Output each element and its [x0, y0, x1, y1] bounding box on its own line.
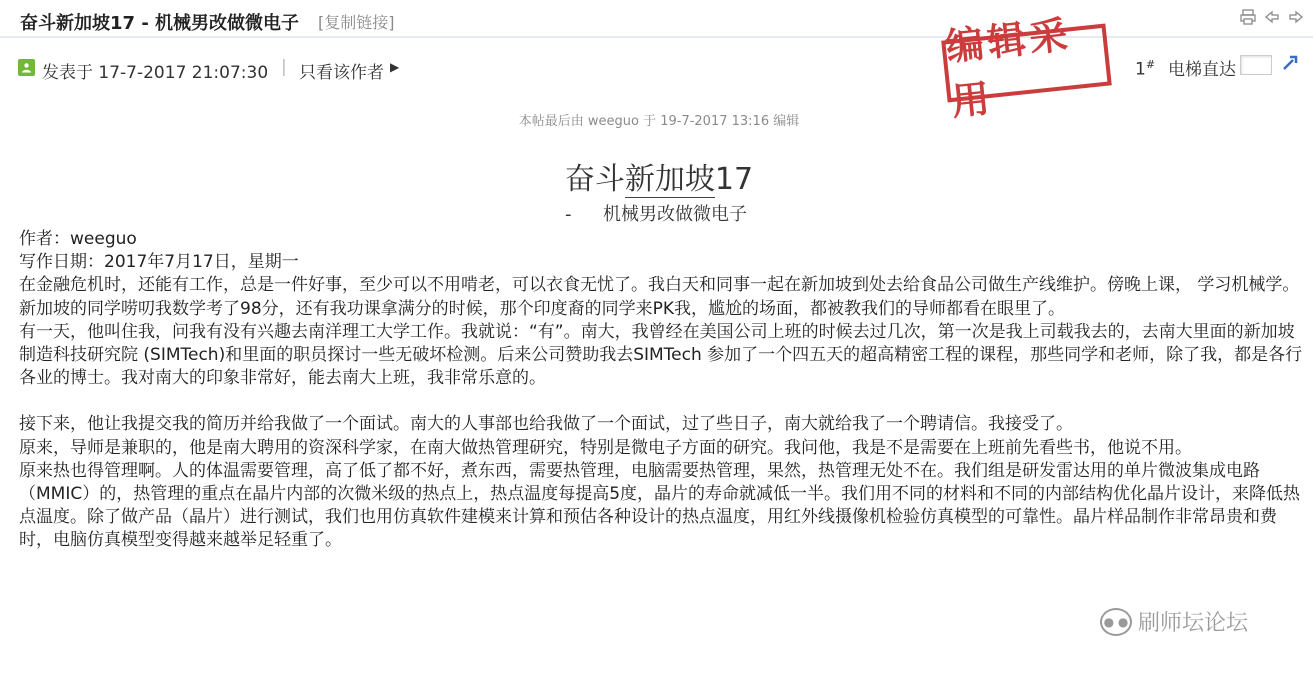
elevator-input[interactable] — [1240, 55, 1272, 75]
thread-title: 奋斗新加坡17 - 机械男改做微电子 — [20, 13, 300, 34]
wechat-icon: ● ● — [1100, 608, 1132, 636]
next-thread-icon[interactable] — [1287, 8, 1305, 26]
author-line: 作者：weeguo — [19, 229, 137, 249]
thread-header — [0, 0, 1313, 38]
watermark-text: 刷师坛论坛 — [1138, 611, 1249, 636]
paragraph: 原来，导师是兼职的，他是南大聘用的资深科学家，在南大做热管理研究，特别是微电子方面的研究。我问他，我是不是需要在上班前先看些书，他说不用。 — [19, 437, 1192, 458]
paragraph: 有一天，他叫住我，问我有没有兴趣去南洋理工大学工作。我就说：“有”。南大，我曾经在美国公司上班的时候去过几次，第一次是我上司载我去的，去南大里面的新加坡制造科技研究院 (SIMTech)和里面的职员探讨一些无破坏检测。后来公司赞助我去SIMTech 参加了一个四五天的超高精密工程的课程，那些同学和老师，除了我，都是各行各业的博士。我对南大的印象非常好，能去南大上班，我非常乐意的。 — [19, 321, 1303, 389]
copy-link[interactable]: [复制链接] — [318, 13, 395, 32]
paragraph: 在金融危机时，还能有工作，总是一件好事，至少可以不用啃老，可以衣食无忧了。我白天和同事一起在新加坡到处去给食品公司做生产线维护。傍晚上课， 学习机械学。 — [19, 275, 1300, 296]
subtitle-text: 机械男改做微电子 — [603, 204, 747, 225]
title-part: 奋斗 — [564, 162, 625, 197]
date-line: 写作日期：2017年7月17日，星期一 — [19, 252, 299, 273]
paragraph: 新加坡的同学唠叨我数学考了98分，还有我功课拿满分的时候，那个印度裔的同学来PK我，尴尬的场面，都被教我们的导师都看在眼里了。 — [19, 298, 1066, 319]
paragraph: 接下来，他让我提交我的简历并给我做了一个面试。南大的人事部也给我做了一个面试，过了些日子，南大就给我了一个聘请信。我接受了。 — [19, 414, 1073, 435]
floor-number — [1135, 58, 1155, 80]
prev-thread-icon[interactable] — [1263, 8, 1281, 26]
print-icon[interactable] — [1239, 8, 1257, 26]
subtitle-dash: - — [565, 204, 572, 225]
paragraph: 原来热也得管理啊。人的体温需要管理，高了低了都不好，煮东西，需要热管理，电脑需要热管理，果然，热管理无处不在。我们组是研发雷达用的单片微波集成电路（MMIC）的，热管理的重点在晶片内部的次微米级的热点上，热点温度每提高5度，晶片的寿命就减低一半。我们用不同的材料和不同的内部结构优化晶片设计，来降低热点温度。除了做产品（晶片）进行测试，我们也用仿真软件建模来计算和预估各种设计的热点温度，用红外线摄像机检验仿真模型的可靠性。晶片样品制作非常昂贵和费时，电脑仿真模型变得越来越举足轻重了。 — [19, 460, 1301, 551]
blank-line — [19, 390, 1304, 413]
divider: | — [281, 57, 287, 77]
floor-suffix: # — [1145, 58, 1156, 71]
last-edit-note: 本帖最后由 weeguo 于 19-7-2017 13:16 编辑 — [518, 114, 800, 129]
editor-pick-stamp: 编辑采用 — [941, 24, 1112, 103]
online-status-icon — [18, 59, 35, 76]
go-icon[interactable] — [1281, 54, 1299, 77]
floor-number-value: 1 — [1135, 59, 1146, 80]
title-part: 17 — [714, 162, 754, 197]
title-part-underlined: 新加坡 — [624, 162, 715, 197]
elevator-label: 电梯直达 — [1168, 60, 1236, 80]
article-subtitle — [565, 200, 747, 226]
article-title — [0, 154, 1313, 198]
watermark — [1100, 606, 1248, 637]
view-author-only-link[interactable]: 只看该作者 — [299, 63, 384, 83]
article-body — [19, 228, 1304, 553]
chevron-right-icon: ▶ — [390, 60, 400, 74]
thread-tools — [1239, 8, 1305, 26]
post-date: 发表于 17-7-2017 21:07:30 — [42, 63, 269, 83]
